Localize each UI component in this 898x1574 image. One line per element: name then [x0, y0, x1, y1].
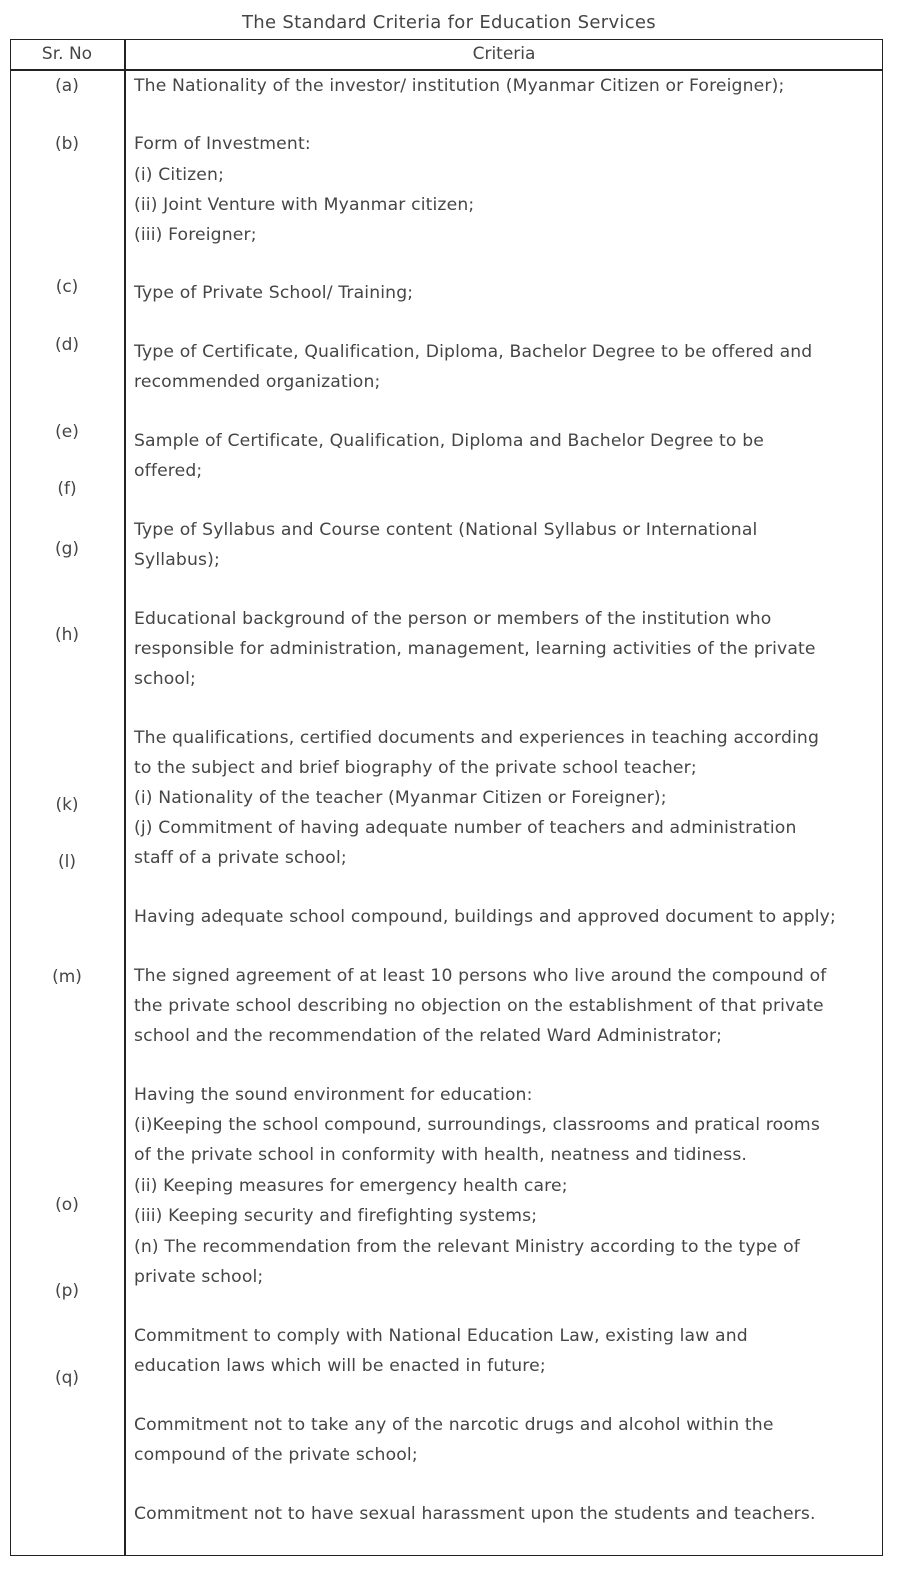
- criteria-text-line: (n) The recommendation from the relevant Ministry according to the type of: [134, 1237, 800, 1257]
- sr-no-label: (h): [54, 625, 80, 645]
- criteria-text-line: to the subject and brief biography of the private school teacher;: [134, 758, 697, 778]
- criteria-text-line: (ii) Keeping measures for emergency health care;: [134, 1176, 568, 1196]
- criteria-text-line: (j) Commitment of having adequate number of teachers and administration: [134, 818, 797, 838]
- header-sr-no: Sr. No: [41, 44, 93, 64]
- criteria-text-line: Having the sound environment for education:: [134, 1085, 533, 1105]
- criteria-text-line: Sample of Certificate, Qualification, Diploma and Bachelor Degree to be: [134, 431, 764, 451]
- sr-no-label: (l): [58, 852, 76, 872]
- column-divider: [124, 39, 126, 1556]
- criteria-text-line: school;: [134, 669, 196, 689]
- header-criteria: Criteria: [472, 44, 536, 64]
- criteria-text-line: (i) Citizen;: [134, 165, 225, 185]
- criteria-text-line: The signed agreement of at least 10 persons who live around the compound of: [134, 966, 827, 986]
- criteria-text-line: Having adequate school compound, buildings and approved document to apply;: [134, 907, 836, 927]
- sr-no-label: (c): [55, 277, 79, 297]
- sr-no-label: (k): [55, 795, 79, 815]
- criteria-text-line: responsible for administration, management, learning activities of the private: [134, 639, 816, 659]
- sr-no-label: (q): [54, 1368, 80, 1388]
- criteria-text-line: Educational background of the person or members of the institution who: [134, 609, 772, 629]
- criteria-text-line: private school;: [134, 1267, 264, 1287]
- criteria-text-line: Commitment to comply with National Education Law, existing law and: [134, 1326, 748, 1346]
- criteria-text-line: (i)Keeping the school compound, surroundings, classrooms and pratical rooms: [134, 1115, 820, 1135]
- criteria-text-line: Syllabus);: [134, 550, 220, 570]
- sr-no-label: (a): [55, 76, 79, 96]
- criteria-text-line: Type of Certificate, Qualification, Diploma, Bachelor Degree to be offered and: [134, 342, 813, 362]
- criteria-text-line: (iii) Keeping security and firefighting systems;: [134, 1206, 538, 1226]
- criteria-text-line: Type of Syllabus and Course content (National Syllabus or International: [134, 520, 758, 540]
- criteria-text-line: The Nationality of the investor/ institution (Myanmar Citizen or Foreigner);: [134, 76, 785, 96]
- sr-no-label: (m): [52, 967, 82, 987]
- criteria-text-line: offered;: [134, 461, 203, 481]
- sr-no-label: (b): [54, 134, 80, 154]
- criteria-text-line: (ii) Joint Venture with Myanmar citizen;: [134, 195, 475, 215]
- sr-no-label: (e): [55, 422, 79, 442]
- sr-no-label: (o): [55, 1195, 79, 1215]
- sr-no-label: (f): [57, 479, 77, 499]
- criteria-text-line: staff of a private school;: [134, 848, 347, 868]
- criteria-text-line: Form of Investment:: [134, 134, 311, 154]
- criteria-text-line: the private school describing no objection on the establishment of that private: [134, 996, 824, 1016]
- criteria-text-line: compound of the private school;: [134, 1445, 418, 1465]
- sr-no-label: (d): [54, 335, 80, 355]
- header-divider: [10, 69, 883, 71]
- criteria-text-line: (i) Nationality of the teacher (Myanmar Citizen or Foreigner);: [134, 788, 667, 808]
- sr-no-label: (g): [54, 539, 80, 559]
- criteria-text-line: Type of Private School/ Training;: [134, 283, 414, 303]
- criteria-text-line: school and the recommendation of the related Ward Administrator;: [134, 1026, 723, 1046]
- criteria-text-line: Commitment not to take any of the narcotic drugs and alcohol within the: [134, 1415, 774, 1435]
- criteria-text-line: of the private school in conformity with health, neatness and tidiness.: [134, 1145, 748, 1165]
- criteria-text-line: Commitment not to have sexual harassment upon the students and teachers.: [134, 1504, 816, 1524]
- criteria-text-line: recommended organization;: [134, 372, 381, 392]
- criteria-text-line: The qualifications, certified documents and experiences in teaching according: [134, 728, 820, 748]
- criteria-text-line: (iii) Foreigner;: [134, 225, 257, 245]
- document-title: The Standard Criteria for Education Services: [242, 12, 656, 33]
- sr-no-label: (p): [54, 1281, 80, 1301]
- criteria-text-line: education laws which will be enacted in future;: [134, 1356, 546, 1376]
